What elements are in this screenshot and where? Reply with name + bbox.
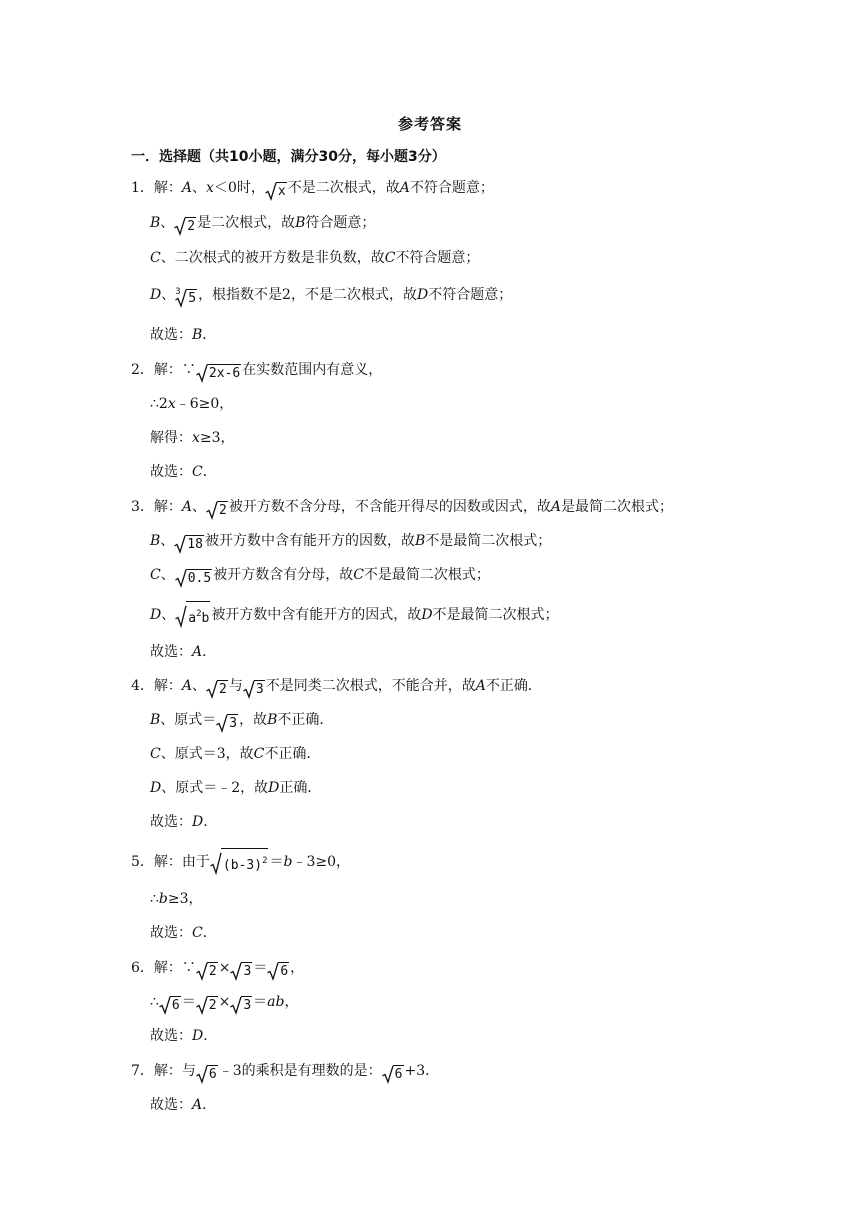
- answer-letter: A: [192, 644, 203, 660]
- question-number: 1．: [131, 180, 154, 196]
- option-letter: B: [150, 712, 161, 728]
- text: +3．: [404, 1063, 440, 1079]
- option-letter: C: [150, 567, 161, 583]
- text: ×: [218, 994, 231, 1010]
- q4-line-b: [150, 710, 333, 734]
- q3-line-c: [150, 565, 490, 589]
- text: 不符合题意；: [428, 287, 513, 303]
- option-letter: C: [253, 746, 265, 762]
- q1-line-c: [150, 248, 479, 268]
- radicand: 6: [208, 1067, 217, 1082]
- text: ﹣3≥0，: [292, 854, 350, 870]
- text: ＝: [253, 960, 268, 976]
- answer-prefix: 故选：: [150, 644, 192, 660]
- radical: [265, 182, 287, 202]
- solution-prefix: 解：: [153, 180, 182, 196]
- q5-answer: [150, 923, 217, 943]
- radicand: 6: [280, 964, 289, 979]
- text: 在实数范围内有意义，: [242, 362, 383, 378]
- radicand: 3: [243, 964, 252, 979]
- radicand: 6: [394, 1067, 403, 1082]
- answer-prefix: 故选：: [150, 814, 192, 830]
- text: 被开方数中含有能开方的因式，故: [211, 607, 422, 623]
- text: 、: [160, 567, 175, 583]
- text: 、: [192, 499, 207, 515]
- option-letter: C: [150, 746, 161, 762]
- text: 被开方数不含分母，不含能开得尽的因数或因式，故: [228, 499, 551, 515]
- option-letter: C: [353, 567, 364, 583]
- q3-line-b: [150, 531, 551, 555]
- option-letter: A: [475, 678, 486, 694]
- text: ．: [202, 1097, 217, 1113]
- radicand: x: [277, 184, 286, 199]
- text: 解：与: [153, 1063, 196, 1079]
- answer-letter: A: [192, 1097, 203, 1113]
- variable: ab: [267, 994, 285, 1010]
- q7-line-1: [131, 1061, 439, 1085]
- answer-letter: D: [192, 814, 204, 830]
- variable: b: [283, 854, 293, 870]
- option-letter: D: [416, 287, 429, 303]
- q6-answer: [150, 1026, 217, 1046]
- option-letter: C: [384, 250, 396, 266]
- q4-answer: [150, 812, 217, 832]
- text: ，根指数不是2，不是二次根式，故: [198, 287, 417, 303]
- page-title: 参考答案: [397, 115, 462, 133]
- option-letter: A: [550, 499, 561, 515]
- text: 正确．: [279, 780, 322, 796]
- q4-line-a: [131, 676, 542, 700]
- variable: x: [167, 396, 176, 412]
- answer-letter: B: [192, 327, 203, 343]
- q7-answer: [150, 1095, 216, 1115]
- text: ∴: [150, 994, 159, 1010]
- q3-line-d: [150, 601, 559, 629]
- option-letter: B: [150, 533, 161, 549]
- text: ≥3，: [167, 891, 203, 907]
- radical: [174, 217, 196, 237]
- answer-letter: C: [192, 464, 203, 480]
- answer-prefix: 故选：: [150, 925, 192, 941]
- q5-line-2: [150, 889, 203, 909]
- option-letter: D: [150, 607, 162, 623]
- option-letter: B: [295, 215, 306, 231]
- text: ﹣6≥0，: [175, 396, 234, 412]
- text: ∴2: [150, 396, 168, 412]
- text: ．: [202, 644, 217, 660]
- radical: [210, 848, 269, 876]
- radicand-factor: b: [201, 611, 210, 626]
- text: ＝: [181, 994, 196, 1010]
- solution-prefix: 解：: [153, 678, 182, 694]
- q1-answer: [150, 325, 216, 345]
- solution-prefix: 解：: [153, 499, 182, 515]
- text: 、原式＝﹣2，故: [161, 780, 269, 796]
- radical: [243, 680, 265, 700]
- text: 不符合题意；: [409, 180, 494, 196]
- answer-letter: D: [192, 1028, 204, 1044]
- q5-line-1: [131, 848, 350, 876]
- text: 解：∵: [153, 362, 196, 378]
- text: ．: [202, 327, 217, 343]
- option-letter: A: [399, 180, 410, 196]
- text: 与: [228, 678, 243, 694]
- radicand-base: (b-3): [222, 858, 263, 873]
- text: 符合题意；: [305, 215, 376, 231]
- radical: [206, 501, 228, 521]
- text: ∴: [150, 891, 159, 907]
- text: 不正确．: [277, 712, 334, 728]
- q2-answer: [150, 462, 217, 482]
- q6-line-1: [131, 958, 304, 982]
- root-index: 3: [175, 287, 181, 297]
- radical: [216, 714, 238, 734]
- text: 、: [161, 287, 176, 303]
- text: 、二次根式的被开方数是非负数，故: [160, 250, 385, 266]
- text: 、: [161, 607, 176, 623]
- q3-line-a: [131, 497, 673, 521]
- q2-line-3: [150, 428, 235, 448]
- radical: [196, 1065, 218, 1085]
- option-letter: D: [150, 287, 162, 303]
- option-letter: B: [150, 215, 161, 231]
- radicand: 6: [171, 998, 180, 1013]
- option-letter: C: [150, 250, 161, 266]
- exponent: 2: [196, 609, 202, 619]
- radical: [174, 535, 204, 555]
- variable: x: [192, 430, 200, 446]
- question-number: 7．: [131, 1063, 154, 1079]
- q4-line-d: [150, 778, 321, 798]
- radicand: 2: [219, 503, 227, 518]
- text: 不正确．: [485, 678, 542, 694]
- text: 不符合题意；: [395, 250, 480, 266]
- radicand: [186, 601, 210, 629]
- text: 不是最简二次根式；: [432, 607, 559, 623]
- option-letter: D: [268, 780, 280, 796]
- q1-line-d: [150, 285, 512, 309]
- radical: [196, 996, 218, 1016]
- text: ×: [218, 960, 231, 976]
- answer-prefix: 故选：: [150, 1028, 192, 1044]
- q1-line-a: [131, 178, 494, 202]
- q6-line-2: [150, 992, 298, 1016]
- radical: [196, 962, 218, 982]
- question-number: 5．: [131, 854, 154, 870]
- text: 解：由于: [153, 854, 210, 870]
- text: 不是同类二次根式，不能合并，故: [265, 678, 476, 694]
- option-letter: B: [414, 533, 426, 549]
- q1-line-b: [150, 213, 375, 237]
- text: ，: [284, 994, 299, 1010]
- answer-prefix: 故选：: [150, 327, 192, 343]
- q4-line-c: [150, 744, 320, 764]
- q3-answer: [150, 642, 216, 662]
- radicand: 5: [188, 291, 197, 306]
- radical: [196, 364, 241, 384]
- text: ．: [203, 814, 218, 830]
- question-number: 3．: [131, 499, 154, 515]
- text: 是最简二次根式；: [561, 499, 673, 515]
- text: ．: [202, 464, 217, 480]
- option-letter: D: [421, 607, 433, 623]
- radical: [159, 996, 181, 1016]
- radicand: 3: [255, 682, 264, 697]
- exponent: 2: [262, 856, 268, 866]
- text: 不是最简二次根式；: [363, 567, 490, 583]
- answer-prefix: 故选：: [150, 464, 192, 480]
- radical: [230, 996, 252, 1016]
- q2-line-1: [131, 360, 382, 384]
- text: 被开方数中含有能开方的因数，故: [204, 533, 415, 549]
- radicand: 18: [187, 537, 203, 552]
- question-number: 6．: [131, 960, 154, 976]
- cube-root: [175, 289, 197, 309]
- radicand: 3: [243, 998, 252, 1013]
- text: ．: [203, 1028, 218, 1044]
- option-letter: A: [181, 678, 193, 694]
- radicand: 2: [208, 998, 217, 1013]
- radical: [175, 601, 210, 629]
- radical: [230, 962, 252, 982]
- text: ．: [202, 925, 217, 941]
- radicand-base: a: [188, 611, 197, 626]
- text: ＝: [253, 994, 268, 1010]
- text: 被开方数含有分母，故: [213, 567, 354, 583]
- question-number: 2．: [131, 362, 154, 378]
- text: ≥3，: [199, 430, 235, 446]
- text: 、原式＝3，故: [160, 746, 254, 762]
- text: 是二次根式，故: [197, 215, 296, 231]
- text: 、: [160, 533, 175, 549]
- text: 解得：: [150, 430, 192, 446]
- radicand: [221, 848, 269, 876]
- radicand: 2: [187, 219, 196, 234]
- option-letter: A: [181, 499, 193, 515]
- radical: [175, 569, 212, 589]
- text: 、原式＝: [160, 712, 217, 728]
- answer-prefix: 故选：: [150, 1097, 192, 1113]
- text: ，故: [239, 712, 268, 728]
- radical: [267, 962, 289, 982]
- text: ＝: [269, 854, 284, 870]
- radicand: 2x-6: [208, 366, 241, 381]
- radicand: 3: [229, 716, 238, 731]
- text: 、: [192, 678, 207, 694]
- radical: [382, 1065, 404, 1085]
- option-letter: D: [150, 780, 162, 796]
- text: 解：∵: [153, 960, 196, 976]
- text: 、: [160, 215, 175, 231]
- text: ，: [290, 960, 305, 976]
- answer-letter: C: [192, 925, 203, 941]
- text: 不是最简二次根式；: [425, 533, 552, 549]
- text: 不是二次根式，故: [287, 180, 400, 196]
- variable: x: [206, 180, 214, 196]
- option-letter: A: [181, 180, 193, 196]
- question-number: 4．: [131, 678, 154, 694]
- q2-line-2: [150, 394, 233, 414]
- variable: b: [158, 891, 168, 907]
- option-letter: B: [267, 712, 278, 728]
- radicand: 0.5: [187, 571, 212, 586]
- text: ﹣3的乘积是有理数的是：: [218, 1063, 382, 1079]
- section-heading: 一．选择题（共10小题，满分30分，每小题3分）: [131, 149, 446, 165]
- text: ＜0时，: [213, 180, 265, 196]
- text: 不正确．: [264, 746, 321, 762]
- radical: [206, 680, 228, 700]
- text: 、: [192, 180, 207, 196]
- radicand: 2: [219, 682, 227, 697]
- radicand: 2: [208, 964, 217, 979]
